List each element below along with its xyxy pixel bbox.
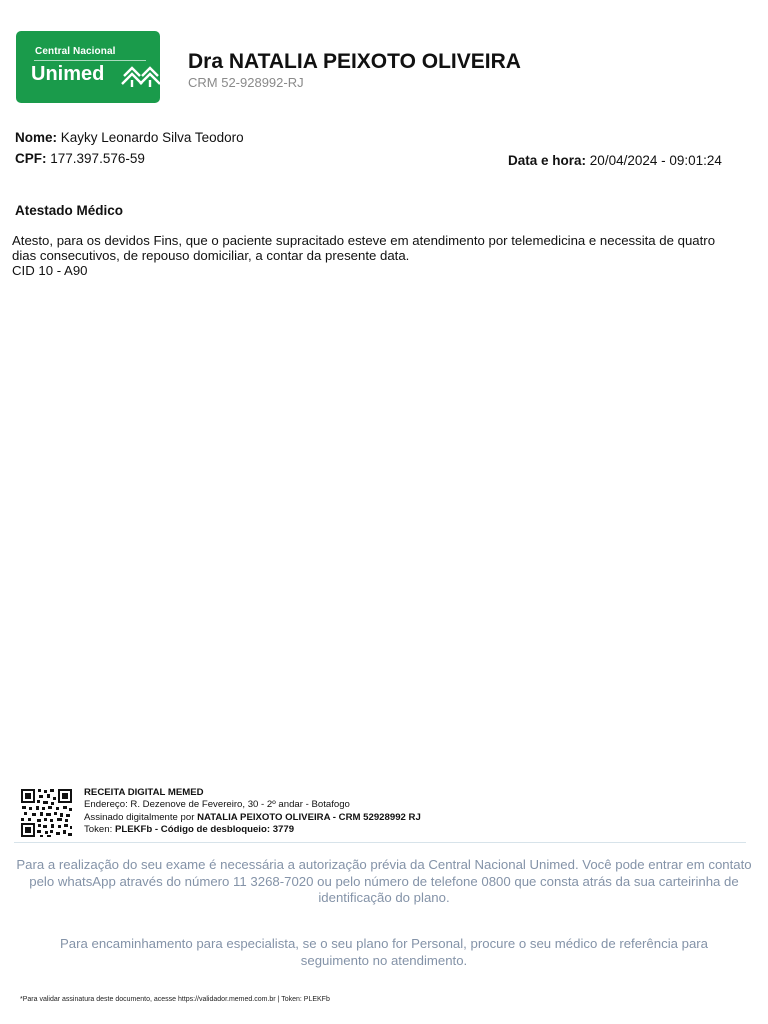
signature-address: Endereço: R. Dezenove de Fevereiro, 30 - 2º andar - Botafogo [84,799,350,811]
validation-footer: *Para validar assinatura deste documento, acesse https://validador.memed.com.br | Token: PLEKFb [20,996,330,1003]
patient-cpf-row [15,151,145,166]
certificate-heading: Atestado Médico [15,203,124,218]
certificate-cid: CID 10 - A90 [12,263,88,278]
digital-signature-block [84,787,421,836]
datetime-row [508,153,722,168]
doctor-name: Dra NATALIA PEIXOTO OLIVEIRA [188,50,521,73]
signature-signed-by-row [84,812,421,824]
unlock-label: - Código de desbloqueio: [152,823,273,835]
signature-divider [14,842,746,843]
patient-name-row [15,130,244,145]
unimed-logo [16,31,160,103]
certificate-body [12,233,742,278]
logo-divider [34,60,146,61]
signed-by-name: NATALIA PEIXOTO OLIVEIRA - CRM 52928992 RJ [197,811,421,823]
signature-title: RECEITA DIGITAL MEMED [84,787,204,798]
referral-note: Para encaminhamento para especialista, se o seu plano for Personal, procure o seu médico de referência para seguimento no atendimento. [59,936,709,968]
certificate-line-2: dias consecutivos, de repouso domiciliar, a contar da presente data. [12,248,410,263]
doctor-crm: CRM 52-928992-RJ [188,75,304,90]
logo-main-text: Unimed [31,63,105,85]
qr-code-icon [20,788,73,838]
token-label: Token: [84,823,115,835]
patient-cpf: 177.397.576-59 [50,151,145,166]
patient-name: Kayky Leonardo Silva Teodoro [60,130,244,145]
datetime-value: 20/04/2024 - 09:01:24 [589,153,722,168]
signed-by-prefix: Assinado digitalmente por [84,811,198,823]
unlock-code: 3779 [272,823,295,835]
patient-name-label: Nome: [15,130,58,145]
certificate-line-1: Atesto, para os devidos Fins, que o paciente supracitado esteve em atendimento por telemedicina e necessita de quatro [12,233,716,248]
datetime-label: Data e hora: [508,153,587,168]
token-value: PLEKFb [114,823,153,835]
patient-cpf-label: CPF: [15,151,47,166]
unimed-trees-icon [121,66,161,88]
logo-top-text: Central Nacional [35,46,116,57]
authorization-note: Para a realização do seu exame é necessária a autorização prévia da Central Nacional Unimed. Você pode entrar em contato pelo whatsApp através do número 11 3268-7020 ou pelo número de telefone 0800 que consta atrás da sua carteirinha de identificação do plano. [16,857,752,905]
signature-token-row [84,824,421,836]
